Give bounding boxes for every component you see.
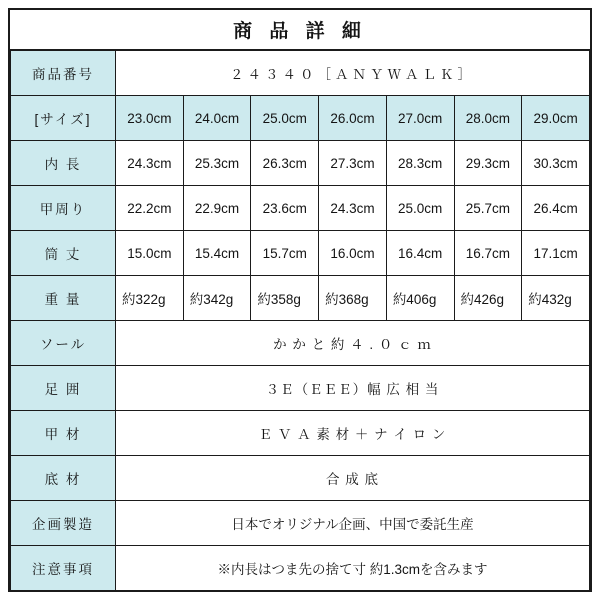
table-row-weight — [11, 276, 590, 321]
weight-4: 約406g — [386, 276, 454, 321]
table-row-planning-production — [11, 501, 590, 546]
table-row-inner-length — [11, 141, 590, 186]
weight-0: 約322g — [116, 276, 184, 321]
size-head-4: 27.0cm — [386, 96, 454, 141]
table-row-notes — [11, 546, 590, 591]
shaft-height-6: 17.1cm — [522, 231, 590, 276]
table-row-bottom-material — [11, 456, 590, 501]
instep-6: 26.4cm — [522, 186, 590, 231]
instep-3: 24.3cm — [319, 186, 387, 231]
instep-2: 23.6cm — [251, 186, 319, 231]
row-label-upper-material: 甲 材 — [11, 411, 116, 456]
size-head-1: 24.0cm — [183, 96, 251, 141]
weight-1: 約342g — [183, 276, 251, 321]
row-value-width: ３Ｅ（ＥＥＥ）幅 広 相 当 — [116, 366, 590, 411]
table-row-shaft-height — [11, 231, 590, 276]
row-value-notes: ※内長はつま先の捨て寸 約1.3cmを含みます — [116, 546, 590, 591]
row-label-inner-length: 内 長 — [11, 141, 116, 186]
document-title-row — [10, 10, 590, 51]
row-label-instep: 甲周り — [11, 186, 116, 231]
size-head-2: 25.0cm — [251, 96, 319, 141]
weight-2: 約358g — [251, 276, 319, 321]
instep-4: 25.0cm — [386, 186, 454, 231]
row-label-size: [サイズ] — [11, 96, 116, 141]
size-head-5: 28.0cm — [454, 96, 522, 141]
spec-table-frame — [8, 8, 592, 592]
row-label-notes: 注意事項 — [11, 546, 116, 591]
shaft-height-5: 16.7cm — [454, 231, 522, 276]
row-label-weight: 重 量 — [11, 276, 116, 321]
row-label-sole: ソール — [11, 321, 116, 366]
shaft-height-1: 15.4cm — [183, 231, 251, 276]
table-row-instep — [11, 186, 590, 231]
instep-1: 22.9cm — [183, 186, 251, 231]
row-value-item-number: ２４３４０［ＡＮＹＷＡＬＫ］ — [116, 51, 590, 96]
row-label-item-number: 商品番号 — [11, 51, 116, 96]
shaft-height-2: 15.7cm — [251, 231, 319, 276]
spec-table — [10, 51, 590, 590]
row-label-planning-production: 企画製造 — [11, 501, 116, 546]
weight-5: 約426g — [454, 276, 522, 321]
instep-0: 22.2cm — [116, 186, 184, 231]
inner-length-0: 24.3cm — [116, 141, 184, 186]
row-value-sole: か か と 約 ４ . ０ ｃ ｍ — [116, 321, 590, 366]
inner-length-4: 28.3cm — [386, 141, 454, 186]
instep-5: 25.7cm — [454, 186, 522, 231]
row-value-bottom-material: 合 成 底 — [116, 456, 590, 501]
size-head-0: 23.0cm — [116, 96, 184, 141]
table-row-upper-material — [11, 411, 590, 456]
size-head-3: 26.0cm — [319, 96, 387, 141]
table-row-width — [11, 366, 590, 411]
shaft-height-3: 16.0cm — [319, 231, 387, 276]
inner-length-5: 29.3cm — [454, 141, 522, 186]
inner-length-2: 26.3cm — [251, 141, 319, 186]
row-label-bottom-material: 底 材 — [11, 456, 116, 501]
inner-length-3: 27.3cm — [319, 141, 387, 186]
inner-length-6: 30.3cm — [522, 141, 590, 186]
table-row-sole — [11, 321, 590, 366]
row-value-planning-production: 日本でオリジナル企画、中国で委託生産 — [116, 501, 590, 546]
size-head-6: 29.0cm — [522, 96, 590, 141]
page-title: 商 品 詳 細 — [233, 21, 367, 42]
table-row-item-number — [11, 51, 590, 96]
row-label-shaft-height: 筒 丈 — [11, 231, 116, 276]
shaft-height-0: 15.0cm — [116, 231, 184, 276]
shaft-height-4: 16.4cm — [386, 231, 454, 276]
inner-length-1: 25.3cm — [183, 141, 251, 186]
table-row-size — [11, 96, 590, 141]
weight-3: 約368g — [319, 276, 387, 321]
row-value-upper-material: Ｅ Ｖ Ａ 素 材 ＋ ナ イ ロ ン — [116, 411, 590, 456]
row-label-width: 足 囲 — [11, 366, 116, 411]
weight-6: 約432g — [522, 276, 590, 321]
